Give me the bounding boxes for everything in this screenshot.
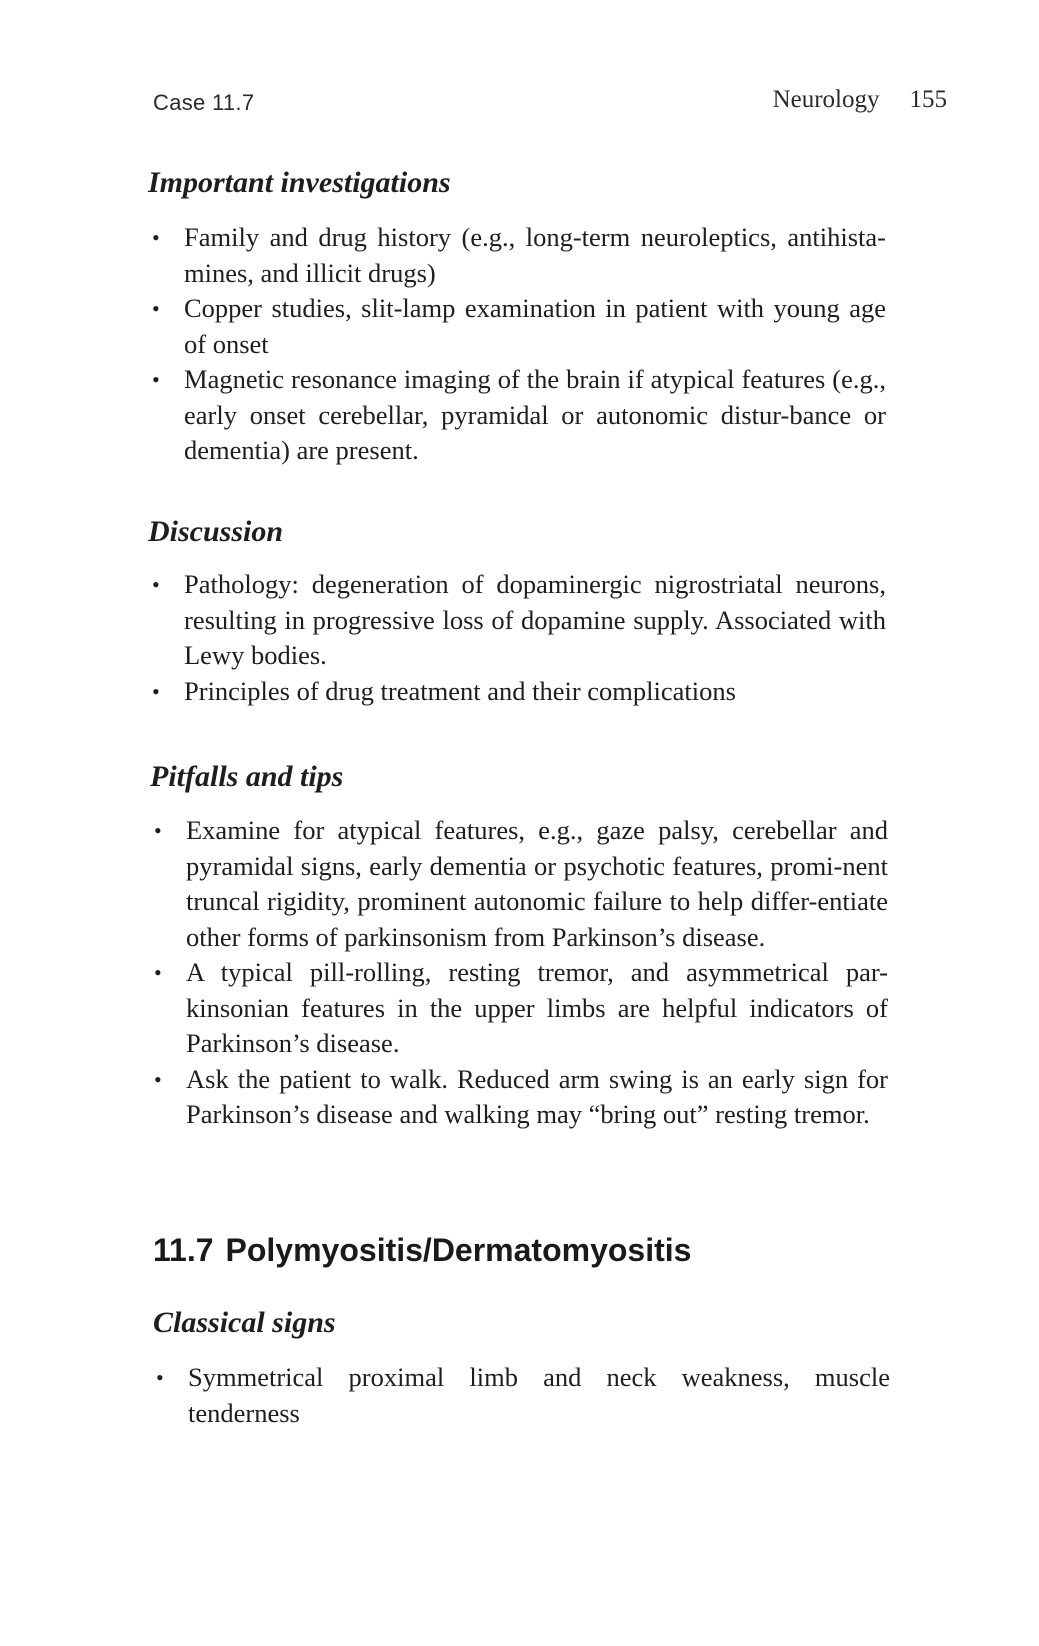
list-item	[150, 1360, 890, 1431]
important-investigations-list	[146, 220, 886, 469]
list-item	[148, 813, 888, 955]
bullet-icon: •	[152, 678, 160, 704]
list-item	[146, 362, 886, 469]
list-item	[148, 955, 888, 1062]
list-item	[148, 1062, 888, 1133]
running-head	[0, 0, 1039, 140]
bullet-icon: •	[152, 296, 160, 321]
list-item-text: Magnetic resonance imaging of the brain if atypical features (e.g., early onset cerebellar, pyramidal or autonomic distur-bance or dementia) are present.	[184, 364, 886, 465]
chapter-title: Polymyositis/Dermatomyositis	[225, 1232, 692, 1268]
section-heading-discussion: Discussion	[148, 515, 284, 548]
list-item-text: Ask the patient to walk. Reduced arm swing is an early sign for Parkinson’s disease and walking may “bring out” resting tremor.	[186, 1063, 888, 1129]
bullet-icon: •	[152, 225, 160, 250]
section-heading-classical-signs: Classical signs	[153, 1306, 336, 1339]
list-item-text: Pathology: degeneration of dopaminergic nigrostriatal neurons, resulting in progressive loss of dopamine supply. Associated with Lewy bodies.	[184, 569, 886, 670]
list-item	[146, 220, 886, 291]
discussion-list	[146, 567, 886, 709]
section-heading-important-investigations: Important investigations	[148, 166, 451, 199]
bullet-icon: •	[156, 1365, 164, 1390]
classical-signs-list	[150, 1360, 890, 1431]
bullet-icon: •	[154, 818, 162, 843]
chapter-heading	[153, 1232, 691, 1269]
list-item-text: Symmetrical proximal limb and neck weakness, muscle tenderness	[188, 1362, 890, 1428]
pitfalls-and-tips-list	[148, 813, 888, 1133]
chapter-number: 11.7	[153, 1232, 214, 1268]
section-heading-pitfalls-and-tips: Pitfalls and tips	[150, 760, 344, 793]
list-item-text: Principles of drug treatment and their complications	[184, 675, 736, 706]
running-head-section: Neurology	[772, 86, 880, 113]
list-item	[146, 674, 886, 710]
page-number: 155	[909, 86, 947, 113]
list-item-text: Copper studies, slit-lamp examination in patient with young age of onset	[184, 293, 886, 359]
list-item-text: Examine for atypical features, e.g., gaze palsy, cerebellar and pyramidal signs, early dementia or psychotic features, promi-nent truncal rigidity, prominent autonomic failure to help differ-entiate other forms of parkinsonism from Parkinson’s disease.	[186, 815, 888, 952]
bullet-icon: •	[154, 960, 162, 985]
running-head-case: Case 11.7	[153, 90, 255, 115]
bullet-icon: •	[152, 367, 160, 392]
bullet-icon: •	[152, 572, 160, 597]
bullet-icon: •	[154, 1066, 162, 1092]
list-item	[146, 567, 886, 674]
list-item-text: A typical pill-rolling, resting tremor, and asymmetrical par-kinsonian features in the upper limbs are helpful indicators of Parkinson’s disease.	[186, 957, 888, 1058]
running-head-right	[773, 86, 947, 114]
list-item	[146, 291, 886, 362]
list-item-text: Family and drug history (e.g., long-term neuroleptics, antihista-mines, and illicit drugs)	[184, 222, 886, 288]
